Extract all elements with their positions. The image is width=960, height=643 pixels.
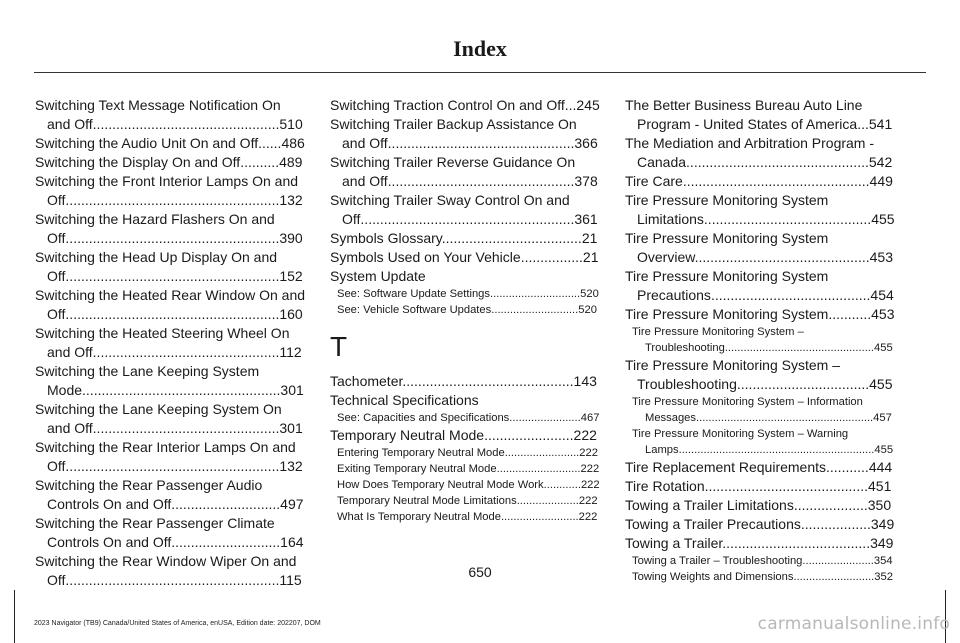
leader-dots: ................................................ — [724, 342, 875, 354]
leader-dots: .................... — [516, 495, 579, 507]
watermark-text: carmanualsonline.info — [757, 614, 950, 634]
index-page-ref[interactable]: 455 — [874, 444, 894, 456]
index-page-ref[interactable]: 115 — [279, 572, 302, 588]
index-page-ref[interactable]: 467 — [580, 412, 600, 424]
index-page-ref[interactable]: 510 — [279, 116, 303, 132]
index-entry-text: Tire Pressure Monitoring System – Information Messages — [632, 396, 863, 424]
index-page-ref[interactable]: 451 — [868, 478, 892, 494]
index-entry-text: Tire Replacement Requirements — [625, 459, 827, 475]
index-entry-text: Tachometer — [330, 373, 403, 389]
index-entry[interactable] — [625, 305, 897, 324]
leader-dots: ....................... — [802, 555, 874, 567]
index-entry-text: Symbols Glossary — [330, 230, 442, 246]
index-page-ref[interactable]: 541 — [868, 116, 893, 132]
index-page-ref[interactable]: 486 — [281, 135, 305, 151]
leader-dots: ............................................................... — [678, 444, 875, 456]
index-entry-text: Tire Pressure Monitoring System – Troubleshooting — [632, 326, 804, 354]
leader-dots: ................................................ — [92, 344, 280, 360]
index-entry-text: See: Capacities and Specifications — [337, 412, 510, 424]
index-entry[interactable] — [330, 229, 602, 248]
index-entry[interactable] — [35, 153, 307, 172]
index-entry-text: Switching Text Message Notification On and Off — [35, 97, 281, 132]
index-page-ref[interactable]: 21 — [582, 249, 599, 265]
leader-dots: ....................... — [484, 427, 574, 443]
leader-dots: ...................................... — [722, 535, 871, 551]
index-page-ref[interactable]: 453 — [871, 306, 895, 322]
leader-dots: .......... — [240, 154, 280, 170]
index-page-ref[interactable]: 454 — [870, 287, 894, 303]
index-entry[interactable] — [35, 248, 307, 286]
index-page-ref[interactable]: 457 — [873, 412, 892, 424]
index-entry[interactable] — [35, 362, 307, 400]
leader-dots: ................................................ — [92, 116, 280, 132]
leader-dots: ............ — [543, 479, 581, 491]
index-entry-text: Switching Trailer Backup Assistance On and Off — [330, 116, 577, 151]
index-section-letter: T — [330, 331, 348, 362]
leader-dots: ............................................ — [402, 373, 574, 389]
index-entry[interactable] — [330, 391, 602, 410]
index-entry-text: Tire Pressure Monitoring System – Warning Lamps — [632, 428, 849, 456]
index-entry-text: Switching the Lane Keeping System On and Off — [35, 401, 282, 436]
index-entry[interactable] — [625, 515, 897, 534]
header-rule — [34, 72, 926, 73]
index-column-3 — [625, 96, 897, 585]
index-entry[interactable] — [35, 514, 307, 552]
index-column-1 — [35, 96, 307, 590]
leader-dots: ............................ — [491, 304, 579, 316]
leader-dots: .................................. — [736, 376, 870, 392]
index-page-ref[interactable]: 352 — [874, 571, 893, 583]
index-entry-text: Tire Pressure Monitoring System Overview — [625, 230, 829, 265]
index-page-ref[interactable]: 378 — [574, 173, 598, 189]
index-entry[interactable] — [330, 372, 602, 391]
index-entry[interactable] — [625, 477, 897, 496]
leader-dots: ....................................................... — [65, 458, 280, 474]
index-entry[interactable] — [35, 400, 307, 438]
index-page-ref[interactable]: 349 — [870, 516, 895, 532]
index-entry-text: Switching the Rear Passenger Climate Controls On and Off — [35, 515, 275, 550]
leader-dots: ......................... — [500, 511, 579, 523]
index-page-ref[interactable]: 349 — [870, 535, 894, 551]
leader-dots: .................. — [800, 516, 871, 532]
index-entry-text: What Is Temporary Neutral Mode — [337, 511, 501, 523]
index-page-ref[interactable]: 455 — [869, 376, 893, 392]
crop-mark-left — [0, 590, 15, 643]
index-entry-text: Tire Pressure Monitoring System Precautions — [625, 268, 829, 303]
index-entry[interactable] — [625, 96, 897, 134]
leader-dots: ............................................... — [686, 154, 869, 170]
index-page-ref[interactable]: 366 — [574, 135, 598, 151]
leader-dots: ......................................... — [710, 287, 871, 303]
index-page-ref[interactable]: 520 — [580, 288, 599, 300]
index-entry[interactable] — [35, 210, 307, 248]
leader-dots: ................................................ — [387, 135, 575, 151]
index-entry-text: Temporary Neutral Mode — [330, 427, 485, 443]
index-subentry[interactable] — [330, 477, 602, 493]
index-entry[interactable] — [330, 115, 602, 153]
index-page-ref[interactable]: 222 — [573, 427, 597, 443]
index-entry-text: Entering Temporary Neutral Mode — [337, 447, 505, 459]
index-page-ref[interactable]: 222 — [578, 495, 598, 507]
leader-dots: ... — [857, 116, 869, 132]
index-entry[interactable] — [330, 191, 602, 229]
index-page-ref[interactable]: 160 — [279, 306, 303, 322]
index-page-ref[interactable]: 390 — [279, 230, 303, 246]
leader-dots: ....................... — [509, 412, 581, 424]
index-entry-text: Towing Weights and Dimensions — [632, 571, 794, 583]
leader-dots: ............................................. — [694, 249, 870, 265]
leader-dots: ........... — [828, 306, 872, 322]
index-entry-text: Switching the Lane Keeping System Mode — [35, 363, 260, 398]
leader-dots: ........................... — [496, 463, 581, 475]
index-entry-text: Towing a Trailer – Troubleshooting — [632, 555, 803, 567]
index-entry[interactable] — [625, 267, 897, 305]
index-page-ref[interactable]: 520 — [578, 304, 597, 316]
index-entry-text: How Does Temporary Neutral Mode Work — [337, 479, 544, 491]
leader-dots: ....................................................... — [65, 572, 280, 588]
index-entry-text: Switching the Rear Interior Lamps On and Off — [35, 439, 296, 474]
index-page-ref[interactable]: 350 — [867, 497, 892, 513]
leader-dots: ....................................................... — [65, 306, 280, 322]
index-entry[interactable] — [35, 476, 307, 514]
index-page-ref[interactable]: 453 — [869, 249, 893, 265]
page-header-title: Index — [453, 36, 507, 61]
index-page-ref[interactable]: 455 — [874, 342, 893, 354]
leader-dots: ...... — [258, 135, 282, 151]
index-entry[interactable] — [625, 356, 897, 394]
index-entry-text: Switching Trailer Sway Control On and Off — [330, 192, 570, 227]
leader-dots: ................................................... — [82, 382, 281, 398]
leader-dots: ............................ — [171, 534, 281, 550]
index-entry-text: Symbols Used on Your Vehicle — [330, 249, 521, 265]
index-page-ref[interactable]: 301 — [280, 382, 304, 398]
index-subentry[interactable] — [625, 426, 897, 458]
index-entry-text: The Better Business Bureau Auto Line Program - United States of America — [625, 97, 863, 132]
leader-dots: ........................ — [504, 447, 580, 459]
index-entry-text: Switching the Display On and Off — [35, 154, 241, 170]
index-page-ref[interactable]: 112 — [279, 344, 302, 360]
index-page-ref[interactable]: 222 — [578, 511, 598, 523]
index-page-ref[interactable]: 222 — [580, 463, 600, 475]
index-entry-text: Exiting Temporary Neutral Mode — [337, 463, 497, 475]
leader-dots: ... — [564, 97, 577, 113]
index-entry-text: Switching the Hazard Flashers On and Off — [35, 211, 275, 246]
leader-dots: .......................................... — [704, 478, 868, 494]
index-page-ref[interactable]: 361 — [574, 211, 598, 227]
index-subentry[interactable] — [330, 410, 602, 426]
index-entry[interactable] — [625, 172, 897, 191]
index-entry-text: Switching the Heated Steering Wheel On and Off — [35, 325, 290, 360]
index-subentry[interactable] — [330, 509, 602, 525]
leader-dots: .................................... — [441, 230, 582, 246]
index-entry-text: Temporary Neutral Mode Limitations — [337, 495, 517, 507]
index-page-ref[interactable]: 164 — [280, 534, 304, 550]
index-entry-text: Switching the Front Interior Lamps On and Off — [35, 173, 299, 208]
index-entry-text: Switching the Head Up Display On and Off — [35, 249, 278, 284]
index-entry[interactable] — [35, 286, 307, 324]
leader-dots: ........................................... — [703, 211, 872, 227]
index-page-ref[interactable]: 222 — [579, 447, 598, 459]
index-page-ref[interactable]: 444 — [868, 459, 893, 475]
index-entry-text: Switching Traction Control On and Off — [330, 97, 565, 113]
leader-dots: ......................................................... — [696, 412, 874, 424]
leader-dots: ............................ — [171, 496, 281, 512]
index-subentry[interactable] — [625, 394, 897, 426]
index-entry-text: Tire Pressure Monitoring System — [625, 306, 829, 322]
index-page-ref[interactable]: 489 — [279, 154, 303, 170]
footer-edition-text: 2023 Navigator (TB9) Canada/United States of America, enUSA, Edition date: 202207, DOM — [34, 620, 321, 627]
leader-dots: ................................................ — [682, 173, 870, 189]
index-page-ref[interactable]: 21 — [581, 230, 598, 246]
index-page-ref[interactable]: 354 — [873, 555, 893, 567]
index-page-ref[interactable]: 222 — [580, 479, 600, 491]
index-page-ref[interactable]: 245 — [576, 97, 600, 113]
index-entry-text: Tire Pressure Monitoring System Limitations — [625, 192, 829, 227]
index-entry[interactable] — [330, 426, 602, 445]
index-entry-text: Switching the Rear Passenger Audio Controls On and Off — [35, 477, 263, 512]
leader-dots: ....................................................... — [360, 211, 575, 227]
index-entry-text: Switching the Heated Rear Window On and Off — [35, 287, 306, 322]
leader-dots: ................ — [520, 249, 583, 265]
index-page-ref[interactable]: 301 — [279, 420, 303, 436]
leader-dots: ................................................ — [387, 173, 575, 189]
index-entry-text: Tire Care — [625, 173, 683, 189]
index-page-ref[interactable]: 152 — [279, 268, 303, 284]
page-number: 650 — [468, 564, 492, 580]
index-page-ref[interactable]: 143 — [573, 373, 597, 389]
index-entry[interactable] — [625, 496, 897, 515]
index-entry[interactable] — [625, 534, 897, 553]
index-entry[interactable] — [625, 191, 897, 229]
index-entry-text: Switching Trailer Reverse Guidance On and Off — [330, 154, 576, 189]
index-page-ref[interactable]: 542 — [868, 154, 893, 170]
leader-dots: ................................................ — [92, 420, 280, 436]
index-entry[interactable] — [330, 267, 602, 286]
leader-dots: ....................................................... — [65, 192, 280, 208]
index-entry-text: Tire Pressure Monitoring System – Troubleshooting — [625, 357, 840, 392]
index-entry[interactable] — [625, 229, 897, 267]
index-entry[interactable] — [35, 134, 307, 153]
index-entry[interactable] — [35, 324, 307, 362]
index-page-ref[interactable]: 455 — [871, 211, 895, 227]
index-entry[interactable] — [330, 248, 602, 267]
index-subentry[interactable] — [330, 461, 602, 477]
index-entry[interactable] — [35, 172, 307, 210]
index-entry-text: The Mediation and Arbitration Program - Canada — [625, 135, 875, 170]
leader-dots: ....................................................... — [65, 268, 280, 284]
index-subentry[interactable] — [330, 493, 602, 509]
leader-dots: ................... — [793, 497, 868, 513]
leader-dots: ....................................................... — [65, 230, 280, 246]
leader-dots: ............................. — [490, 288, 581, 300]
index-column-2 — [330, 96, 602, 525]
index-entry-text: Switching the Rear Window Wiper On and Off — [35, 553, 297, 588]
index-subentry[interactable] — [625, 324, 897, 356]
index-entry-text: Technical Specifications — [330, 392, 479, 408]
index-entry-text: System Update — [330, 268, 426, 284]
index-entry-text: Switching the Audio Unit On and Off — [35, 135, 259, 151]
index-subentry[interactable] — [330, 302, 602, 318]
index-entry[interactable] — [35, 96, 307, 134]
index-page-ref[interactable]: 132 — [279, 192, 303, 208]
index-entry[interactable] — [625, 134, 897, 172]
index-page-ref[interactable]: 449 — [869, 173, 893, 189]
index-page-ref[interactable]: 132 — [279, 458, 303, 474]
leader-dots: ........... — [826, 459, 869, 475]
index-subentry[interactable] — [330, 286, 602, 302]
index-entry[interactable] — [35, 438, 307, 476]
index-entry-text: See: Vehicle Software Updates — [337, 304, 492, 316]
index-entry-text: See: Software Update Settings — [337, 288, 490, 300]
index-entry-text: Tire Rotation — [625, 478, 705, 494]
index-entry[interactable] — [330, 153, 602, 191]
index-entry[interactable] — [625, 458, 897, 477]
index-entry-text: Towing a Trailer Limitations — [625, 497, 794, 513]
leader-dots: .......................... — [793, 571, 875, 583]
index-page-ref[interactable]: 497 — [280, 496, 304, 512]
index-entry-text: Towing a Trailer — [625, 535, 723, 551]
index-entry-text: Towing a Trailer Precautions — [625, 516, 801, 532]
index-subentry[interactable] — [330, 445, 602, 461]
index-entry[interactable] — [330, 96, 602, 115]
